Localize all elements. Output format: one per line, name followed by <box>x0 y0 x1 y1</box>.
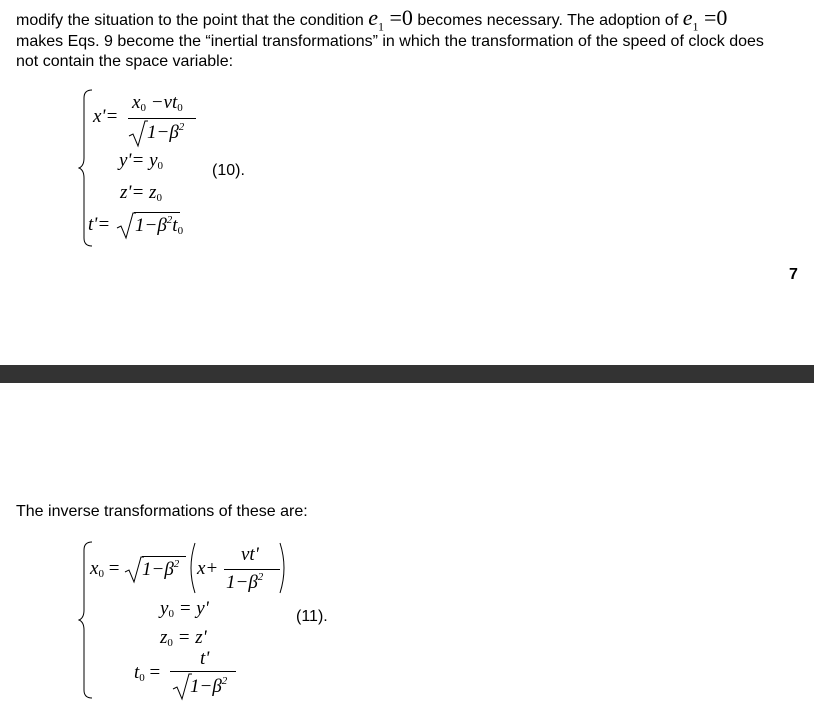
eq11-fraction-bar <box>224 569 280 570</box>
eq11-frac-num: vt' <box>241 544 259 565</box>
eq10-lhs: x'= <box>93 106 119 127</box>
eq10-line-t-rhs: $1-\beta^2t_0$ <box>135 214 184 237</box>
sqrt-overline <box>134 212 180 213</box>
eq11-t-den: $1-\beta^2$ <box>190 675 228 697</box>
eq10-denominator: $1-\beta^2$ <box>147 121 185 143</box>
eq10-number: (10). <box>212 162 245 179</box>
eq11-t-fraction-bar <box>170 671 236 672</box>
sqrt-sign <box>128 120 148 148</box>
eq11-line-y: $y_0 = y'$ <box>160 598 209 620</box>
condition-math: $e_1 =0$ <box>682 5 728 34</box>
eq11-frac-den: $1-\beta^2$ <box>226 571 264 593</box>
sqrt-sign <box>116 212 136 240</box>
left-paren <box>186 542 196 594</box>
right-paren <box>279 542 289 594</box>
eq11-t-num: t' <box>200 648 210 669</box>
paragraph-line-3: not contain the space variable: <box>16 53 234 70</box>
eq10-line-t: t'= <box>88 214 111 235</box>
text-segment: becomes necessary. The adoption of <box>412 12 683 29</box>
inverse-intro: The inverse transformations of these are: <box>16 503 308 520</box>
eq11-t0: $t_0$ = <box>134 662 161 684</box>
page-number: 7 <box>789 266 798 283</box>
eq11-x0: $x_0$ = <box>90 558 120 580</box>
eq11-inner-x: x+ <box>197 558 219 579</box>
paragraph-line-2: makes Eqs. 9 become the “inertial transformations” in which the transformation of the speed of clock does <box>16 33 764 50</box>
sqrt-sign <box>124 556 144 584</box>
page-separator <box>0 365 814 383</box>
eq11-rad: $1-\beta^2$ <box>142 558 180 580</box>
sqrt-overline <box>142 556 186 557</box>
sqrt-sign <box>172 673 192 701</box>
text-segment: modify the situation to the point that the condition <box>16 12 369 29</box>
eq10-numerator: $x_0 -vt_0$ <box>132 92 183 114</box>
eq10-line-y: $y'= y_0$ <box>119 150 164 172</box>
condition-math: $e_1 =0$ <box>368 5 413 34</box>
eq11-number: (11). <box>296 608 328 625</box>
eq11-line-z: $z_0 = z'$ <box>160 627 207 649</box>
eq10-fraction-bar <box>128 118 196 119</box>
eq10-line-z: $z'= z_0$ <box>120 182 162 204</box>
